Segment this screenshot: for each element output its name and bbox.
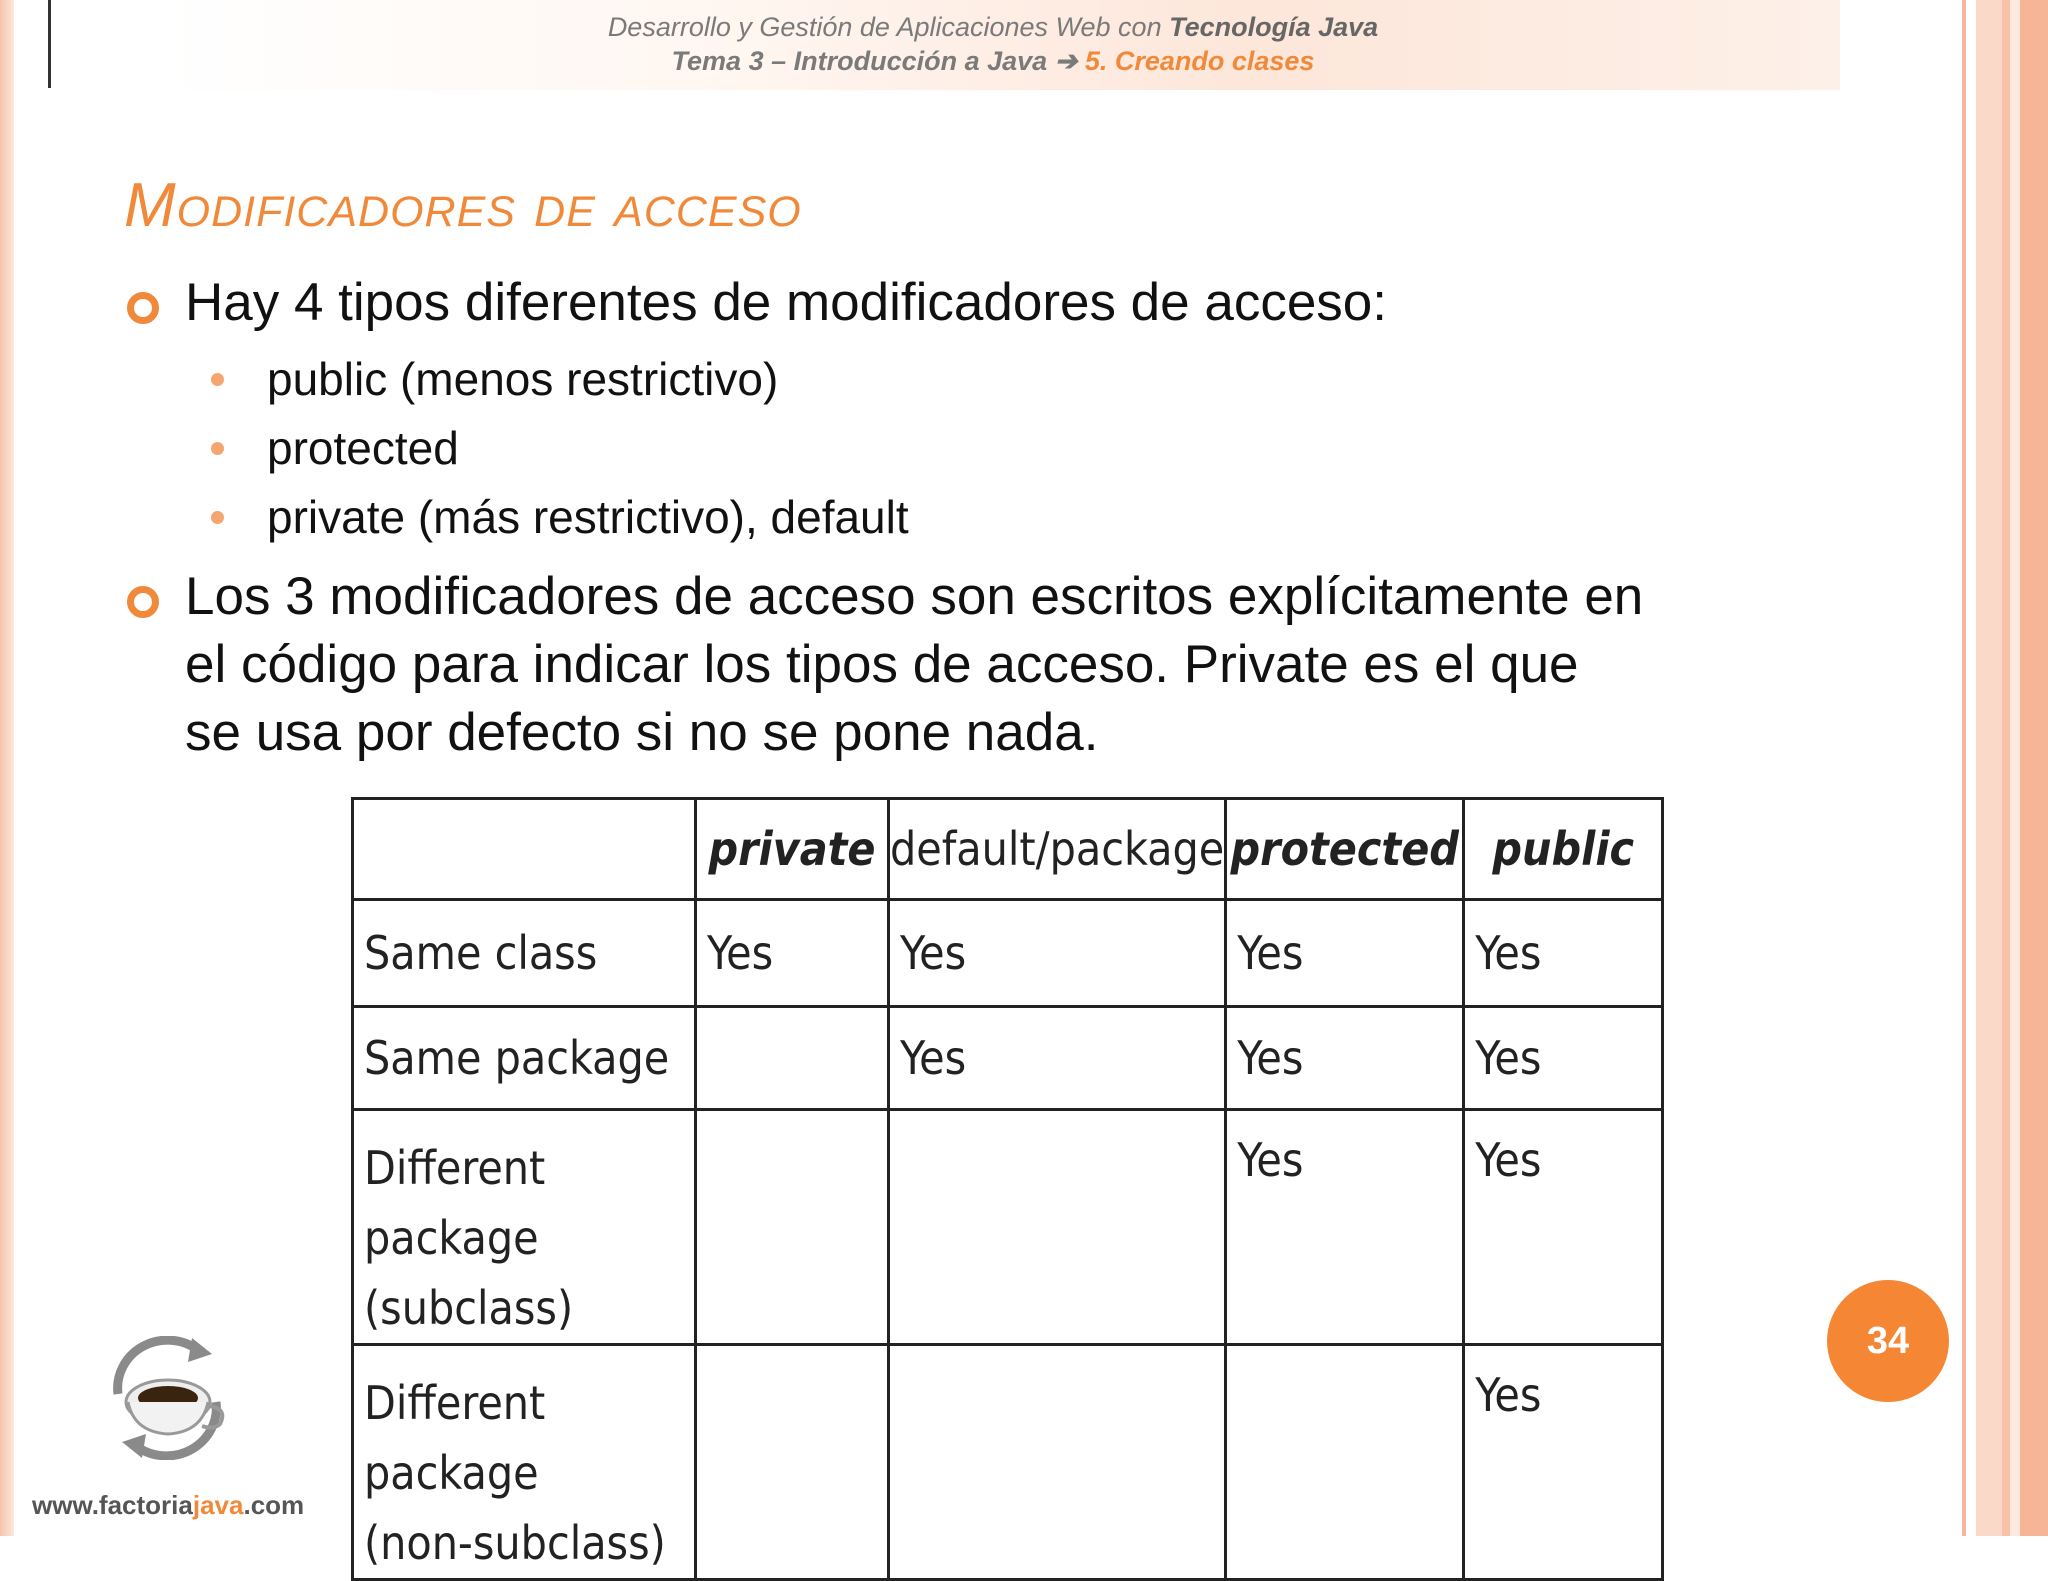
left-decor-stripe bbox=[0, 0, 14, 1536]
row-label-line: (non-subclass) bbox=[364, 1516, 666, 1570]
table-row bbox=[353, 1110, 1663, 1345]
site-url-highlight: java bbox=[192, 1490, 244, 1520]
access-modifier-table bbox=[351, 797, 1664, 1581]
table-cell: Yes bbox=[696, 900, 889, 1007]
row-label-line: Different package bbox=[364, 1376, 546, 1500]
row-label: Same package bbox=[353, 1007, 696, 1110]
table-cell bbox=[889, 1345, 1226, 1580]
slide-title: Modificadores de acceso bbox=[124, 171, 802, 240]
table-cell: Yes bbox=[1464, 1110, 1663, 1345]
row-label bbox=[353, 1345, 696, 1580]
table-row bbox=[353, 1345, 1663, 1580]
bullet-text-line: se usa por defecto si no se pone nada. bbox=[185, 703, 1099, 762]
row-label: Same class bbox=[353, 900, 696, 1007]
table-cell bbox=[1226, 1345, 1464, 1580]
dot-bullet-icon bbox=[211, 373, 224, 386]
table-header-cell: protected bbox=[1226, 799, 1464, 900]
right-decor-stripe bbox=[2002, 0, 2010, 1536]
table-header-cell bbox=[353, 799, 696, 900]
breadcrumb-current: 5. Creando clases bbox=[1084, 46, 1315, 76]
course-title bbox=[0, 12, 1986, 43]
right-decor-stripe bbox=[2010, 0, 2020, 1536]
table-cell: Yes bbox=[1464, 900, 1663, 1007]
table-header-cell: default/package bbox=[889, 799, 1226, 900]
subitem-text: private (más restrictivo), default bbox=[267, 491, 909, 543]
subitem-text: protected bbox=[267, 422, 459, 474]
row-label bbox=[353, 1110, 696, 1345]
bullet-text-line: Los 3 modificadores de acceso son escritos explícitamente en bbox=[185, 567, 1644, 626]
table-cell bbox=[696, 1345, 889, 1580]
breadcrumb-topic: Tema 3 – Introducción a Java ➔ bbox=[671, 46, 1085, 76]
site-url-prefix: www.factoria bbox=[32, 1490, 193, 1520]
table-header-cell: private bbox=[696, 799, 889, 900]
bullet-text: Hay 4 tipos diferentes de modificadores de acceso: bbox=[185, 273, 1387, 332]
table-row bbox=[353, 900, 1663, 1007]
ring-bullet-icon bbox=[127, 586, 159, 618]
dot-bullet-icon bbox=[211, 442, 224, 455]
right-decor-stripe bbox=[1976, 0, 2002, 1536]
site-url[interactable] bbox=[32, 1490, 304, 1521]
coffee-cup-logo-icon bbox=[88, 1336, 246, 1460]
table-row bbox=[353, 1007, 1663, 1110]
course-title-bold: Tecnología Java bbox=[1169, 12, 1379, 42]
page-number: 34 bbox=[1827, 1280, 1949, 1402]
table-cell: Yes bbox=[889, 900, 1226, 1007]
row-label-line: Different package bbox=[364, 1141, 546, 1265]
right-decor-stripe bbox=[2020, 0, 2048, 1536]
breadcrumb bbox=[0, 46, 1986, 77]
table-cell bbox=[696, 1007, 889, 1110]
table-cell bbox=[696, 1110, 889, 1345]
subitem-text: public (menos restrictivo) bbox=[267, 353, 779, 405]
site-url-suffix: .com bbox=[243, 1490, 305, 1520]
table-cell: Yes bbox=[1464, 1007, 1663, 1110]
dot-bullet-icon bbox=[211, 511, 224, 524]
table-header-cell: public bbox=[1464, 799, 1663, 900]
table-cell: Yes bbox=[889, 1007, 1226, 1110]
course-title-prefix: Desarrollo y Gestión de Aplicaciones Web con bbox=[607, 12, 1170, 42]
ring-bullet-icon bbox=[127, 292, 159, 324]
table-cell bbox=[889, 1110, 1226, 1345]
table-cell: Yes bbox=[1226, 1007, 1464, 1110]
table-cell: Yes bbox=[1226, 900, 1464, 1007]
table-header-row bbox=[353, 799, 1663, 900]
bullet-text-line: el código para indicar los tipos de acceso. Private es el que bbox=[185, 635, 1579, 694]
table-cell: Yes bbox=[1464, 1345, 1663, 1580]
table-cell: Yes bbox=[1226, 1110, 1464, 1345]
right-decor-stripe bbox=[1962, 0, 1966, 1536]
row-label-line: (subclass) bbox=[364, 1281, 574, 1335]
